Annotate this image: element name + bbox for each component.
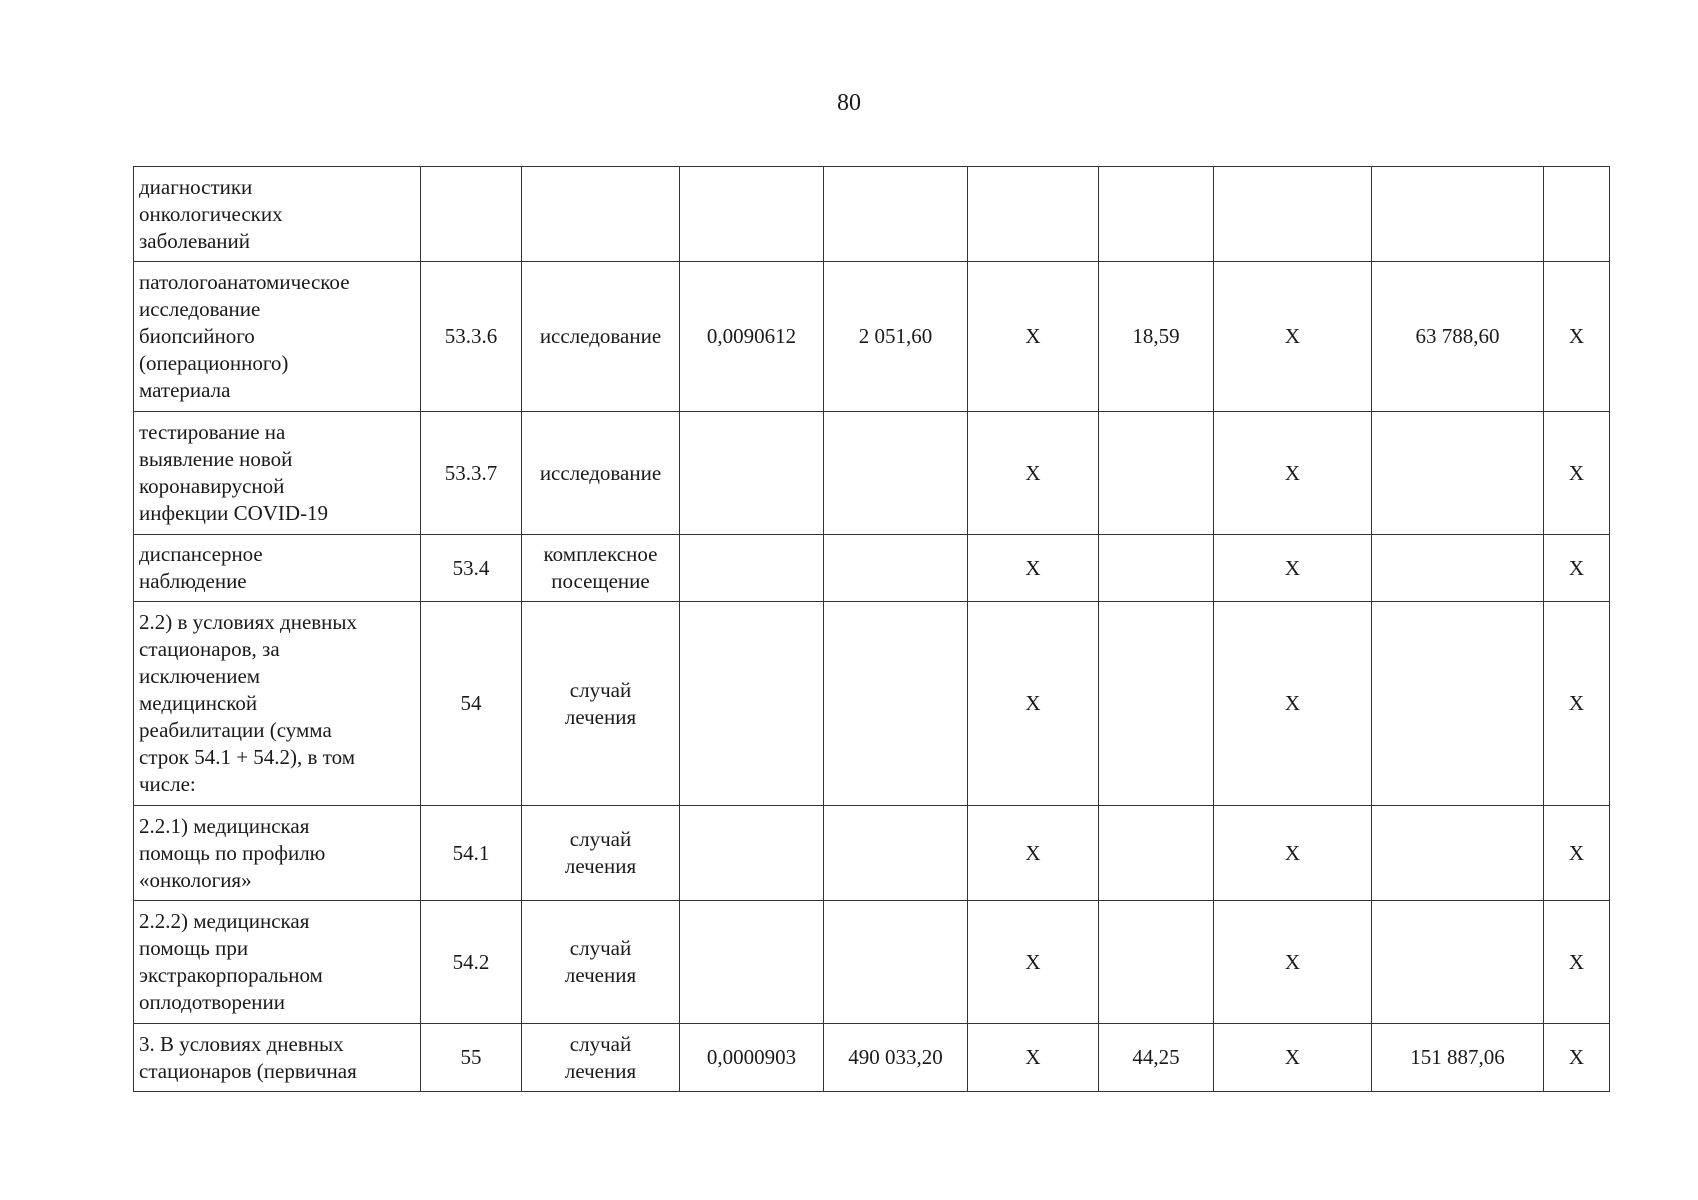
table-row xyxy=(134,535,1610,602)
row-value-cell xyxy=(968,901,1099,1024)
row-value-cell xyxy=(824,901,968,1024)
row-value-cell xyxy=(680,262,824,412)
row-unit-cell xyxy=(522,806,680,901)
row-value-cell xyxy=(680,535,824,602)
cell-text: 53.3.6 xyxy=(444,324,498,348)
row-code-cell xyxy=(421,167,522,262)
cell-text: X xyxy=(1284,460,1301,485)
cell-text: X xyxy=(1568,460,1585,485)
cell-text: 55 xyxy=(460,1045,482,1069)
row-value-cell xyxy=(1544,1024,1610,1092)
row-code-cell xyxy=(421,1024,522,1092)
cell-text: 18,59 xyxy=(1132,324,1180,348)
cell-text: X xyxy=(1025,691,1041,715)
row-value-cell xyxy=(1214,167,1372,262)
cell-text: случай лечения xyxy=(564,827,637,878)
row-value-cell xyxy=(824,1024,968,1092)
row-value-cell xyxy=(1372,262,1544,412)
cell-text: X xyxy=(1568,324,1585,348)
row-value-cell xyxy=(824,535,968,602)
row-value-cell xyxy=(1544,412,1610,535)
cell-text: 3. В условиях дневных стационаров (первичная xyxy=(139,1031,357,1083)
table-row xyxy=(134,167,1610,262)
cell-text: исследование xyxy=(539,324,662,348)
cell-text: 54.1 xyxy=(452,840,490,865)
row-value-cell xyxy=(1372,412,1544,535)
cell-text: X xyxy=(1284,691,1301,715)
row-value-cell xyxy=(1099,602,1214,806)
row-unit-cell xyxy=(522,602,680,806)
cell-text: X xyxy=(1025,324,1041,348)
cell-text: патологоанатомическое исследование биопсийного (операционного) материала xyxy=(139,270,350,402)
cell-text: 2.2.2) медицинская помощь при экстракорпоральном оплодотворении xyxy=(139,909,323,1014)
row-value-cell xyxy=(1372,901,1544,1024)
cell-text: X xyxy=(1284,324,1301,348)
cell-text: X xyxy=(1568,555,1585,580)
row-value-cell xyxy=(968,602,1099,806)
row-unit-cell xyxy=(522,535,680,602)
table-row xyxy=(134,412,1610,535)
row-value-cell xyxy=(1099,1024,1214,1092)
row-value-cell xyxy=(824,602,968,806)
row-value-cell xyxy=(824,806,968,901)
cell-text: 2.2) в условиях дневных стационаров, за исключением медицинской реабилитации (сумма строк 54.1 + 54.2), в том числе: xyxy=(139,610,358,796)
row-unit-cell xyxy=(522,167,680,262)
row-code-cell xyxy=(421,602,522,806)
table-row xyxy=(134,901,1610,1024)
row-value-cell xyxy=(680,901,824,1024)
row-name-cell xyxy=(134,901,421,1024)
cell-text: 53.3.7 xyxy=(444,460,498,485)
row-value-cell xyxy=(968,1024,1099,1092)
row-value-cell xyxy=(824,262,968,412)
table-row xyxy=(134,1024,1610,1092)
cell-text: 44,25 xyxy=(1132,1045,1180,1069)
cell-text: X xyxy=(1025,1045,1041,1069)
row-value-cell xyxy=(1544,806,1610,901)
row-value-cell xyxy=(1099,806,1214,901)
row-value-cell xyxy=(1214,901,1372,1024)
row-value-cell xyxy=(1099,262,1214,412)
row-value-cell xyxy=(1544,262,1610,412)
row-unit-cell xyxy=(522,1024,680,1092)
row-value-cell xyxy=(1214,1024,1372,1092)
row-value-cell xyxy=(1214,412,1372,535)
row-name-cell xyxy=(134,167,421,262)
row-value-cell xyxy=(1544,602,1610,806)
cell-text: диспансерное наблюдение xyxy=(139,542,263,593)
row-code-cell xyxy=(421,262,522,412)
row-value-cell xyxy=(680,806,824,901)
cell-text: тестирование на выявление новой коронавирусной инфекции COVID-19 xyxy=(139,420,329,525)
cell-text: случай лечения xyxy=(564,677,637,729)
row-code-cell xyxy=(421,901,522,1024)
cell-text: 151 887,06 xyxy=(1410,1045,1505,1069)
row-value-cell xyxy=(680,412,824,535)
row-value-cell xyxy=(1544,167,1610,262)
row-value-cell xyxy=(680,602,824,806)
cell-text: X xyxy=(1568,691,1585,715)
row-value-cell xyxy=(1214,535,1372,602)
cell-text: X xyxy=(1284,1045,1301,1069)
row-name-cell xyxy=(134,806,421,901)
table-row xyxy=(134,806,1610,901)
row-value-cell xyxy=(968,806,1099,901)
row-value-cell xyxy=(1214,806,1372,901)
row-code-cell xyxy=(421,535,522,602)
row-name-cell xyxy=(134,602,421,806)
row-code-cell xyxy=(421,412,522,535)
row-value-cell xyxy=(1214,262,1372,412)
cell-text: диагностики онкологических заболеваний xyxy=(139,174,283,253)
row-name-cell xyxy=(134,262,421,412)
cell-text: X xyxy=(1025,949,1041,974)
cell-text: 490 033,20 xyxy=(848,1045,943,1069)
row-value-cell xyxy=(968,412,1099,535)
data-table xyxy=(133,166,1610,1092)
row-unit-cell xyxy=(522,262,680,412)
cell-text: случай лечения xyxy=(564,1031,637,1083)
row-unit-cell xyxy=(522,901,680,1024)
cell-text: 2 051,60 xyxy=(858,324,933,348)
table-row xyxy=(134,262,1610,412)
cell-text: X xyxy=(1025,460,1041,485)
cell-text: 0,0090612 xyxy=(706,324,797,348)
cell-text: X xyxy=(1568,1045,1585,1069)
row-value-cell xyxy=(968,535,1099,602)
table-body xyxy=(134,167,1610,1092)
row-value-cell xyxy=(1099,535,1214,602)
cell-text: 53.4 xyxy=(452,555,490,580)
cell-text: случай лечения xyxy=(564,936,637,987)
cell-text: 2.2.1) медицинская помощь по профилю «онкология» xyxy=(139,813,326,892)
cell-text: X xyxy=(1568,949,1585,974)
cell-text: 63 788,60 xyxy=(1415,324,1500,348)
row-name-cell xyxy=(134,412,421,535)
cell-text: X xyxy=(1568,840,1585,865)
row-value-cell xyxy=(1372,535,1544,602)
row-value-cell xyxy=(1372,1024,1544,1092)
row-value-cell xyxy=(1214,602,1372,806)
row-value-cell xyxy=(1099,901,1214,1024)
row-code-cell xyxy=(421,806,522,901)
row-value-cell xyxy=(1544,901,1610,1024)
row-name-cell xyxy=(134,1024,421,1092)
cell-text: комплексное посещение xyxy=(543,542,658,593)
row-value-cell xyxy=(680,167,824,262)
row-value-cell xyxy=(1372,806,1544,901)
cell-text: 54 xyxy=(460,691,482,715)
row-value-cell xyxy=(1099,412,1214,535)
cell-text: X xyxy=(1284,840,1301,865)
cell-text: X xyxy=(1284,555,1301,580)
cell-text: 0,0000903 xyxy=(706,1045,797,1069)
cell-text: X xyxy=(1025,840,1041,865)
row-value-cell xyxy=(1372,602,1544,806)
cell-text: X xyxy=(1284,949,1301,974)
row-unit-cell xyxy=(522,412,680,535)
cell-text: 54.2 xyxy=(452,949,490,974)
table-row xyxy=(134,602,1610,806)
row-value-cell xyxy=(1099,167,1214,262)
row-value-cell xyxy=(824,412,968,535)
row-value-cell xyxy=(1372,167,1544,262)
row-name-cell xyxy=(134,535,421,602)
cell-text: исследование xyxy=(539,460,662,485)
row-value-cell xyxy=(680,1024,824,1092)
row-value-cell xyxy=(1544,535,1610,602)
row-value-cell xyxy=(968,167,1099,262)
row-value-cell xyxy=(824,167,968,262)
row-value-cell xyxy=(968,262,1099,412)
page-number: 80 xyxy=(837,90,861,116)
cell-text: X xyxy=(1025,555,1041,580)
